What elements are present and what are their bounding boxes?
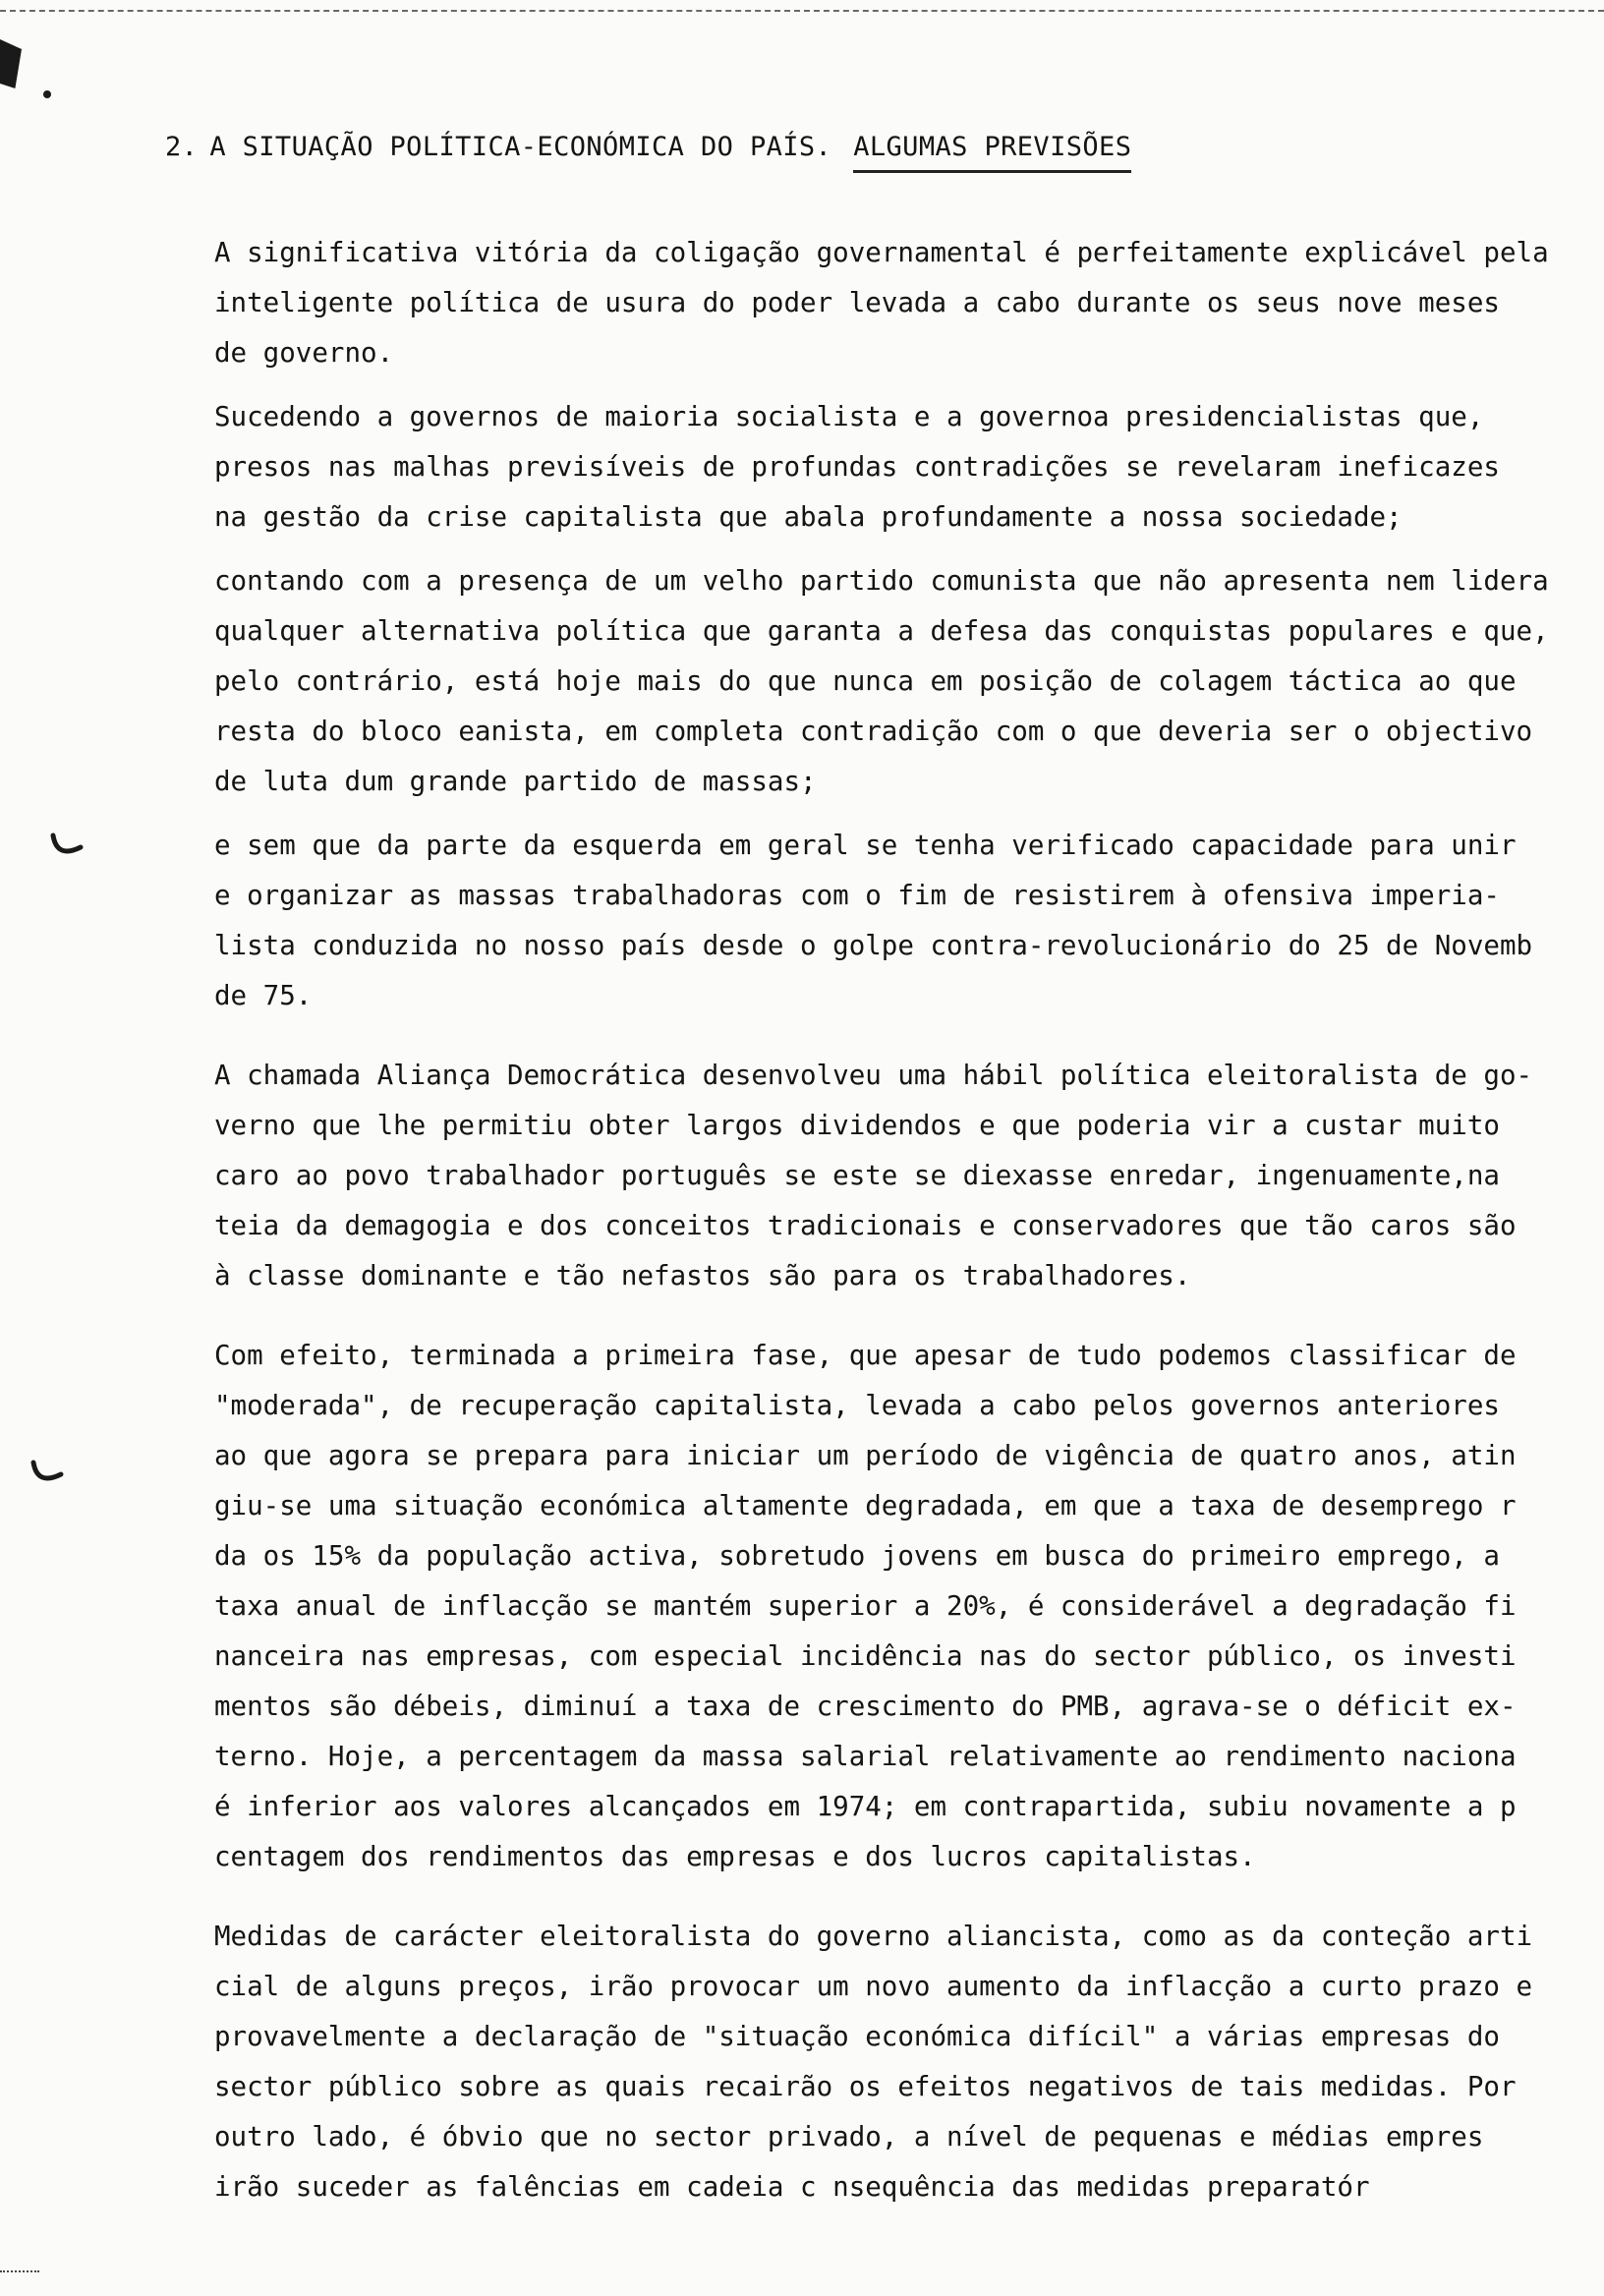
paragraph: Com efeito, terminada a primeira fase, que apesar de tudo podemos classificar de "moderada", de recuperação capitalista, levada a cabo pelos governos anteriores ao que agora se prepara para iniciar um período de vigência de quatro anos, atin giu-se uma situação económica altamente degradada, em que a taxa de desemprego r da os 15% da população activa, sobretudo jovens em busca do primeiro emprego, a taxa anual de inflacção se mantém superior a 20%, é considerável a degradação fi nanceira nas empresas, com especial incidência nas do sector público, os investi mentos são débeis, diminuí a taxa de crescimento do PMB, agrava-se o déficit ex- terno. Hoje, a percentagem da massa salarial relativamente ao rendimento naciona é inferior aos valores alcançados em 1974; em contrapartida, subiu novamente a p centagem dos rendimentos das empresas e dos lucros capitalistas. — [214, 1340, 1517, 1872]
paragraph: contando com a presença de um velho partido comunista que não apresenta nem lidera qualquer alternativa política que garanta a defesa das conquistas populares e que, pelo contrário, está hoje mais do que nunca em posição de colagem táctica ao que resta do bloco eanista, em completa contradição com o que deveria ser o objectivo de luta dum grande partido de massas; — [214, 565, 1549, 797]
section-number: 2. — [165, 132, 199, 162]
paragraph: Medidas de carácter eleitoralista do governo aliancista, como as da conteção arti cial de alguns preços, irão provocar um novo aumento da inflacção a curto prazo e provavelmente a declaração de "situação económica difícil" a várias empresas do sector público sobre as quais recairão os efeitos negativos de tais medidas. Por outro lado, é óbvio que no sector privado, a nível de pequenas e médias empres irão suceder as falências em cadeia c nsequência das medidas preparatór — [214, 1921, 1533, 2203]
punch-hole-mark-upper — [47, 828, 86, 867]
top-border-line — [0, 10, 1604, 12]
paragraph: e sem que da parte da esquerda em geral se tenha verificado capacidade para unir e organizar as massas trabalhadoras com o fim de resistirem à ofensiva imperia- lista conduzida no nosso país desde o golpe contra-revolucionário do 25 de Novemb de 75. — [214, 830, 1533, 1011]
punch-hole-mark-lower — [28, 1455, 67, 1494]
document-body — [214, 228, 1563, 2226]
paragraph: A significativa vitória da coligação governamental é perfeitamente explicável pela inteligente política de usura do poder levada a cabo durante os seus nove meses de governo. — [214, 237, 1549, 369]
scan-speck — [43, 90, 51, 98]
bottom-scan-mark — [0, 2270, 39, 2286]
section-title: A SITUAÇÃO POLÍTICA-ECONÓMICA DO PAÍS. — [209, 132, 832, 162]
paragraph: Sucedendo a governos de maioria socialista e a governoa presidencialistas que, presos nas malhas previsíveis de profundas contradições se revelaram ineficazes na gestão da crise capitalista que abala profundamente a nossa sociedade; — [214, 401, 1500, 533]
section-subtitle: ALGUMAS PREVISÕES — [853, 132, 1131, 173]
paragraph: A chamada Aliança Democrática desenvolveu uma hábil política eleitoralista de go- verno que lhe permitiu obter largos dividendos e que poderia vir a custar muito caro ao povo trabalhador português se este se diexasse enredar, ingenuamente,na teia da demagogia e dos conceitos tradicionais e conservadores que tão caros são à classe dominante e tão nefastos são para os trabalhadores. — [214, 1060, 1533, 1292]
section-heading — [165, 132, 1131, 173]
